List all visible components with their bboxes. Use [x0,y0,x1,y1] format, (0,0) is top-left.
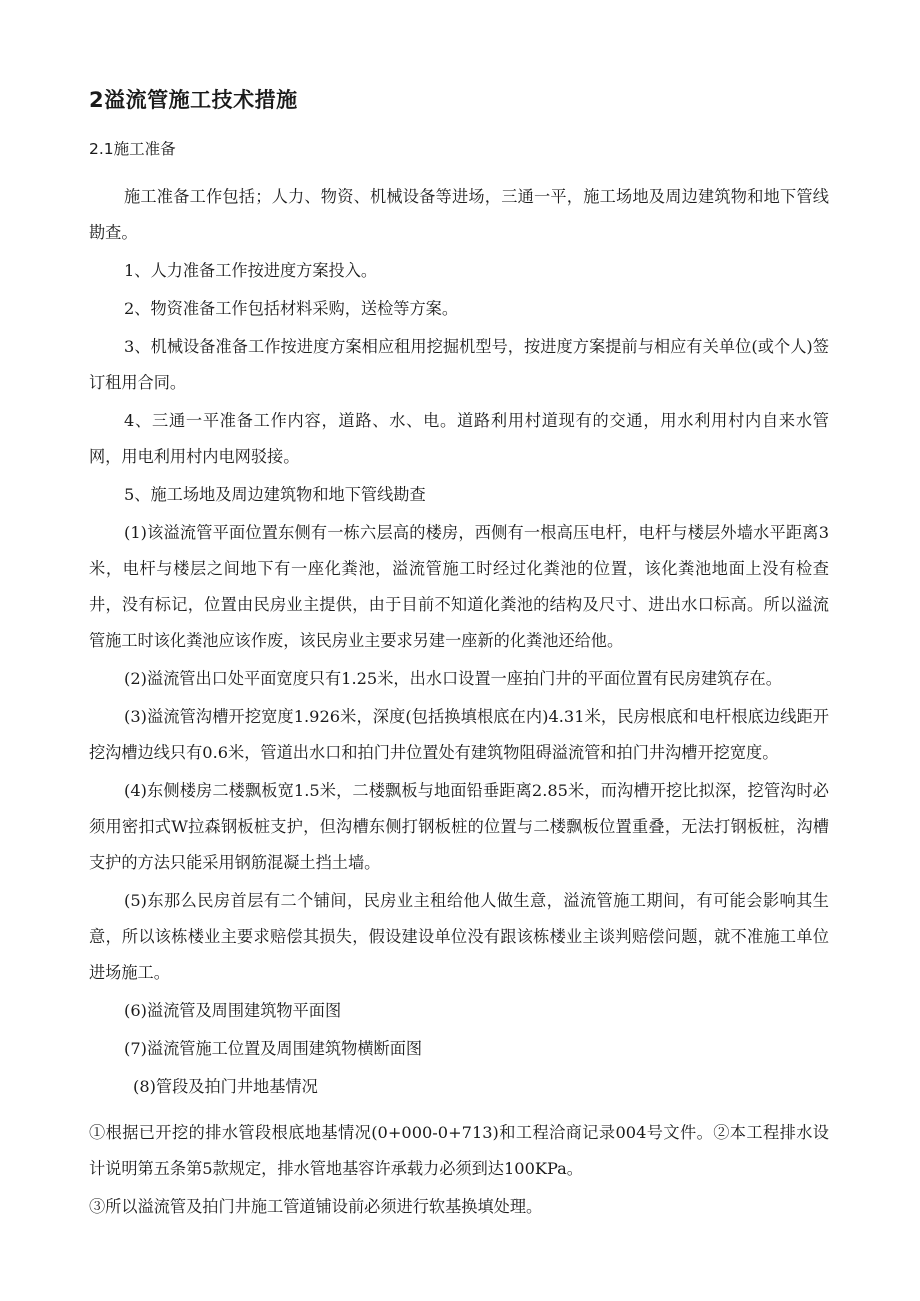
paragraph-item-5: 5、施工场地及周边建筑物和地下管线勘查 [124,485,426,504]
paragraph-foundation-1: ①根据已开挖的排水管段根底地基情况(0+000-0+713)和工程洽商记录004号文件。②本工程排水设计说明第五条第5款规定，排水管地基容许承载力必须到达100KPa。 [89,1123,829,1178]
paragraph-sub-6: (6)溢流管及周围建筑物平面图 [124,1001,342,1020]
paragraph-item-2: 2、物资准备工作包括材料采购，送检等方案。 [124,299,459,318]
document-title: 2溢流管施工技术措施 [89,88,298,112]
paragraph-sub-5: (5)东那么民房首层有二个铺间，民房业主租给他人做生意，溢流管施工期间，有可能会影响其生意，所以该栋楼业主要求赔偿其损失，假设建设单位没有跟该栋楼业主谈判赔偿问题，就不准施工单位进场施工。 [89,891,829,982]
paragraph-sub-1: (1)该溢流管平面位置东侧有一栋六层高的楼房，西侧有一根高压电杆，电杆与楼层外墙水平距离3米，电杆与楼层之间地下有一座化粪池，溢流管施工时经过化粪池的位置，该化粪池地面上没有检查井，没有标记，位置由民房业主提供，由于目前不知道化粪池的结构及尺寸、进出水口标高。所以溢流管施工时该化粪池应该作废，该民房业主要求另建一座新的化粪池还给他。 [89,523,829,650]
section-heading: 2.1施工准备 [89,140,176,158]
document-body [89,179,829,1227]
paragraph-sub-4: (4)东侧楼房二楼飘板宽1.5米，二楼飘板与地面铅垂距离2.85米，而沟槽开挖比拟深，挖管沟时必须用密扣式W拉森钢板桩支护，但沟槽东侧打钢板桩的位置与二楼飘板位置重叠，无法打钢板桩，沟槽支护的方法只能采用钢筋混凝土挡土墙。 [89,781,829,872]
paragraph-item-3: 3、机械设备准备工作按进度方案相应租用挖掘机型号，按进度方案提前与相应有关单位(或个人)签订租用合同。 [89,337,829,392]
paragraph-intro: 施工准备工作包括；人力、物资、机械设备等进场，三通一平，施工场地及周边建筑物和地下管线勘查。 [89,187,829,242]
paragraph-item-1: 1、人力准备工作按进度方案投入。 [124,261,378,280]
paragraph-sub-8: (8)管段及拍门井地基情况 [133,1077,318,1096]
paragraph-item-4: 4、三通一平准备工作内容，道路、水、电。道路利用村道现有的交通，用水利用村内自来水管网，用电利用村内电网驳接。 [89,411,829,466]
paragraph-sub-2: (2)溢流管出口处平面宽度只有1.25米，出水口设置一座拍门井的平面位置有民房建筑存在。 [124,669,782,688]
paragraph-sub-3: (3)溢流管沟槽开挖宽度1.926米，深度(包括换填根底在内)4.31米，民房根底和电杆根底边线距开挖沟槽边线只有0.6米，管道出水口和拍门井位置处有建筑物阻碍溢流管和拍门井沟槽开挖宽度。 [89,707,829,762]
paragraph-sub-7: (7)溢流管施工位置及周围建筑物横断面图 [124,1039,423,1058]
paragraph-foundation-2: ③所以溢流管及拍门井施工管道铺设前必须进行软基换填处理。 [89,1197,543,1216]
